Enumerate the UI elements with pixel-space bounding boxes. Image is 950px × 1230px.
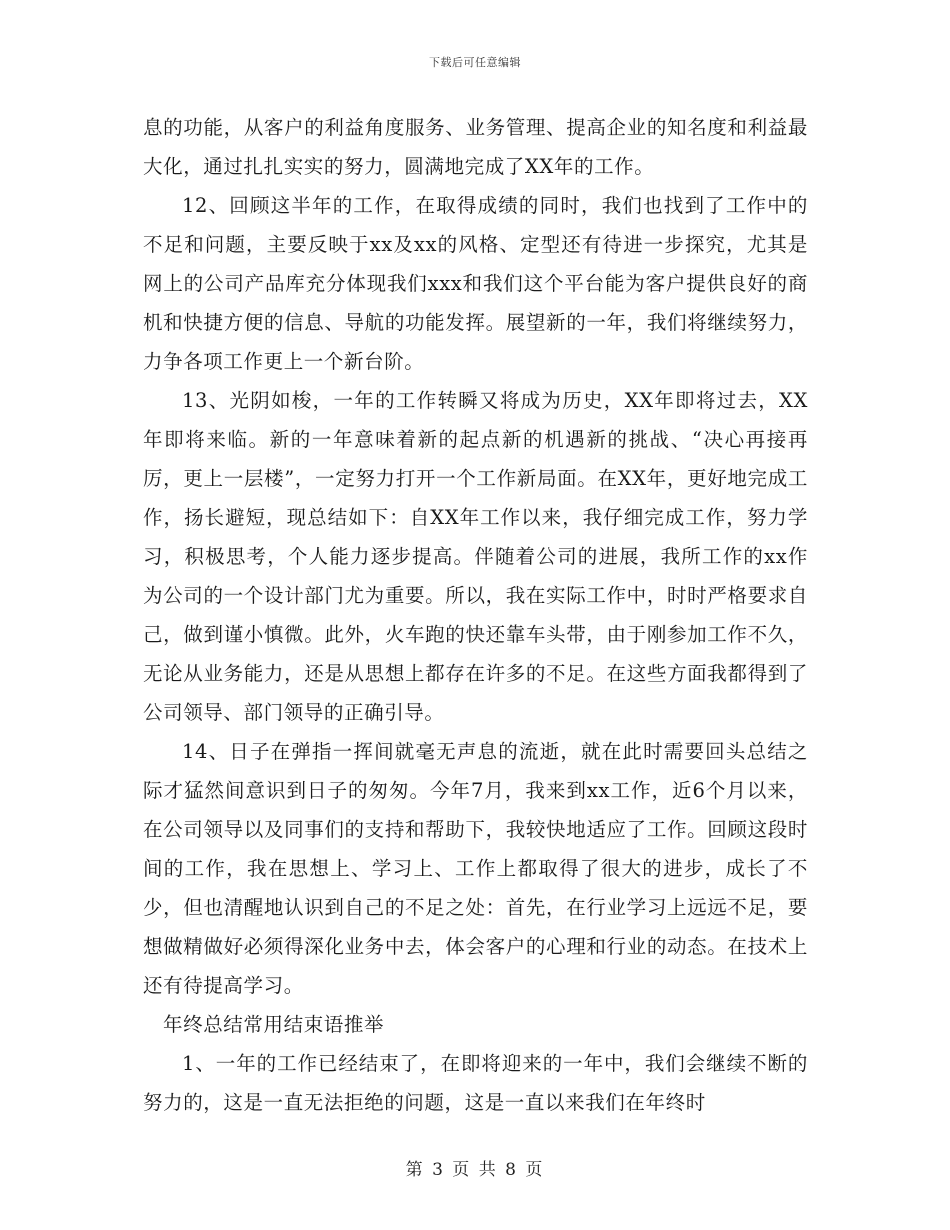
page-number-footer: 第 3 页 共 8 页	[405, 1160, 545, 1180]
header-note: 下载后可任意编辑	[429, 56, 521, 69]
section-heading: 年终总结常用结束语推举	[163, 1013, 385, 1036]
paragraph-continuation: 息的功能，从客户的利益角度服务、业务管理、提高企业的知名度和利益最大化，通过扎扎实实的努力，圆满地完成了XX年的工作。	[143, 116, 808, 178]
paragraph-14: 14、日子在弹指一挥间就毫无声息的流逝，就在此时需要回头总结之际才猛然间意识到日子的匆匆。今年7月，我来到xx工作，近6个月以来，在公司领导以及同事们的支持和帮助下，我较快地适应了工作。回顾这段时间的工作，我在思想上、学习上、工作上都取得了很大的进步，成长了不少，但也清醒地认识到自己的不足之处：首先，在行业学习上远远不足，要想做精做好必须得深化业务中去，体会客户的心理和行业的动态。在技术上还有待提高学习。	[143, 740, 808, 997]
paragraph-13: 13、光阴如梭，一年的工作转瞬又将成为历史，XX年即将过去，XX年即将来临。新的一年意味着新的起点新的机遇新的挑战、“决心再接再厉，更上一层楼”，一定努力打开一个工作新局面。在XX年，更好地完成工作，扬长避短，现总结如下：自XX年工作以来，我仔细完成工作，努力学习，积极思考，个人能力逐步提高。伴随着公司的进展，我所工作的xx作为公司的一个设计部门尤为重要。所以，我在实际工作中，时时严格要求自己，做到谨小慎微。此外，火车跑的快还靠车头带，由于刚参加工作不久，无论从业务能力，还是从思想上都存在许多的不足。在这些方面我都得到了公司领导、部门领导的正确引导。	[143, 389, 808, 724]
paragraph-12: 12、回顾这半年的工作，在取得成绩的同时，我们也找到了工作中的不足和问题，主要反映于xx及xx的风格、定型还有待进一步探究，尤其是网上的公司产品库充分体现我们xxx和我们这个平台能为客户提供良好的商机和快捷方便的信息、导航的功能发挥。展望新的一年，我们将继续努力，力争各项工作更上一个新台阶。	[143, 194, 808, 373]
paragraph-1: 1、一年的工作已经结束了，在即将迎来的一年中，我们会继续不断的努力的，这是一直无法拒绝的问题，这是一直以来我们在年终时	[143, 1052, 808, 1114]
document-body	[143, 108, 808, 1122]
